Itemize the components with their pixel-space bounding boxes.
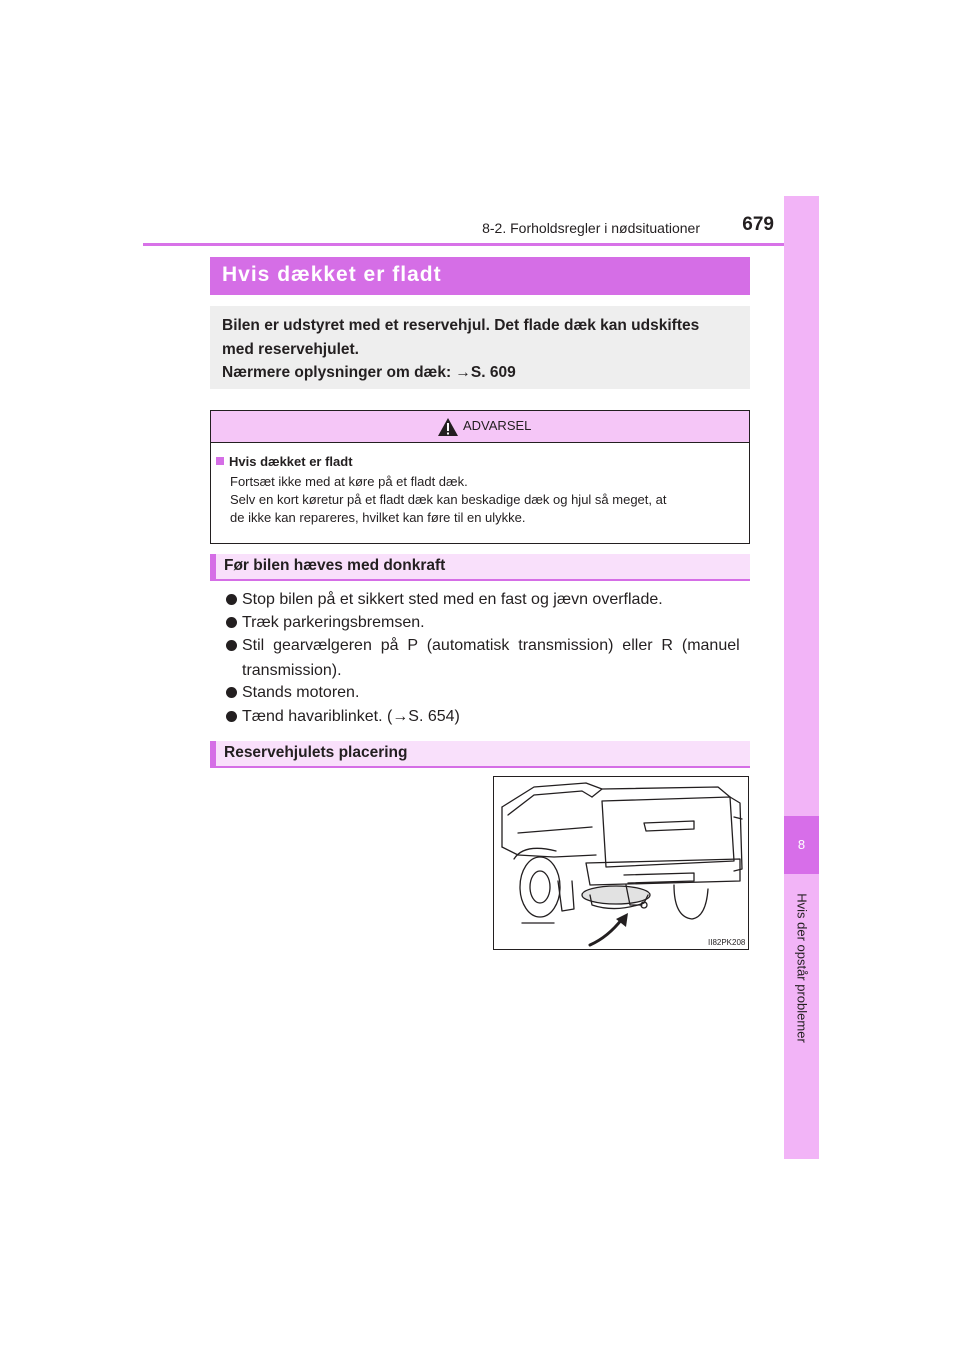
section-heading-text: Før bilen hæves med donkraft: [224, 557, 446, 574]
section-heading-spare-wheel: [210, 741, 750, 768]
warning-header: [211, 411, 749, 443]
arrow-icon: →: [455, 364, 471, 381]
warning-text-line: Fortsæt ikke med at køre på et fladt dæk.: [230, 474, 468, 489]
bullet-dot-icon: [226, 617, 237, 628]
intro-line-3-prefix: Nærmere oplysninger om dæk:: [222, 364, 456, 381]
list-item-text: [242, 708, 460, 726]
warning-label: ADVARSEL: [463, 418, 532, 433]
square-bullet-icon: [216, 457, 224, 465]
chapter-title-vertical: [784, 880, 819, 1055]
bullet-dot-icon: [226, 687, 237, 698]
warning-item-title: Hvis dækket er fladt: [229, 454, 353, 469]
page-title: Hvis dækket er fladt: [222, 263, 442, 286]
figure-code: II82PK208: [708, 938, 746, 947]
arrow-icon: →: [392, 708, 409, 725]
chapter-title-label: Hvis der opstår problemer: [794, 892, 809, 1043]
page-number: 679: [742, 214, 774, 235]
page-reference-link[interactable]: S. 654): [408, 708, 460, 725]
pickup-rear-drawing: [494, 777, 748, 949]
bullet-dot-icon: [226, 711, 237, 722]
section-breadcrumb: 8-2. Forholdsregler i nødsituationer: [482, 220, 700, 236]
list-item-text: Træk parkeringsbremsen.: [242, 614, 425, 631]
list-item-text-prefix: Tænd havariblinket. (: [242, 708, 393, 725]
intro-box: [210, 306, 750, 389]
list-item-text: Stands motoren.: [242, 684, 360, 701]
list-item-text: Stil gearvælgeren på P (automatisk transmission) eller R (manuel: [242, 637, 740, 654]
header-rule: [143, 243, 819, 246]
page-title-bar: [210, 257, 750, 295]
bullet-dot-icon: [226, 640, 237, 651]
intro-line-2: med reservehjulet.: [222, 341, 359, 358]
section-heading-before-jack: [210, 554, 750, 581]
list-item-text: Stop bilen på et sikkert sted med en fast og jævn overflade.: [242, 591, 663, 608]
warning-triangle-icon: [437, 417, 459, 437]
warning-box: [210, 410, 750, 544]
section-heading-text: Reservehjulets placering: [224, 744, 408, 761]
spare-wheel-illustration: [493, 776, 749, 950]
warning-text-line: de ikke kan repareres, hvilket kan føre til en ulykke.: [230, 510, 526, 525]
list-item-continuation: transmission).: [242, 662, 342, 679]
intro-line-3: [222, 364, 516, 382]
warning-text-line: Selv en kort køretur på et fladt dæk kan beskadige dæk og hjul så meget, at: [230, 492, 667, 507]
page-reference-link[interactable]: S. 609: [470, 364, 516, 381]
intro-line-1: Bilen er udstyret med et reservehjul. Det flade dæk kan udskiftes: [222, 317, 700, 334]
bullet-dot-icon: [226, 594, 237, 605]
chapter-number-tab[interactable]: 8: [784, 816, 819, 874]
